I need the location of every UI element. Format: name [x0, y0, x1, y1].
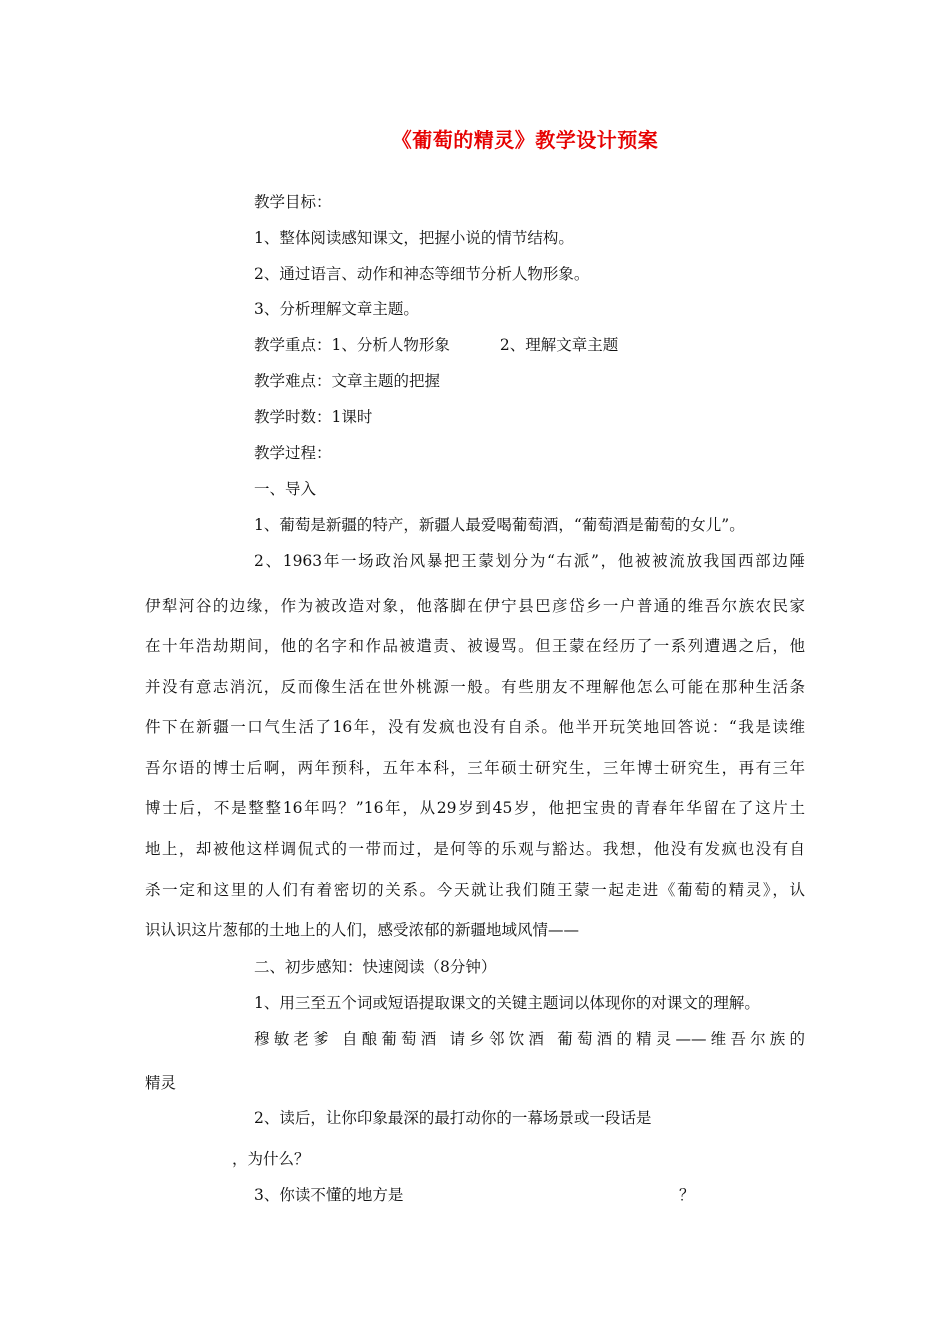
objective-item: 3、分析理解文章主题。 [254, 300, 419, 318]
question-3-end: ？ [679, 1186, 695, 1204]
keywords-line [254, 1029, 805, 1049]
document-title: 《葡萄的精灵》教学设计预案 [391, 128, 659, 152]
teaching-hours: 教学时数：1课时 [254, 408, 373, 426]
question-1: 1、用三至五个词或短语提取课文的关键主题词以体现你的对课文的理解。 [254, 994, 760, 1012]
question-2-tail: ，为什么？ [232, 1150, 310, 1168]
paragraph-line: 伊犁河谷的边缘，作为被改造对象，他落脚在伊宁县巴彦岱乡一户普通的维吾尔族农民家 [145, 597, 805, 615]
paragraph-line: 2、1963年一场政治风暴把王蒙划分为“右派”，他被被流放我国西部边陲 [254, 552, 805, 570]
paragraph-line: 杀一定和这里的人们有着密切的关系。今天就让我们随王蒙一起走进《葡萄的精灵》，认 [145, 881, 805, 899]
key-points [254, 335, 618, 355]
question-2: 2、读后，让你印象最深的最打动你的一幕场景或一段话是 [254, 1109, 652, 1127]
paragraph-line: 博士后，不是整整16年吗？”16年，从29岁到45岁，他把宝贵的青春年华留在了这片土 [145, 799, 805, 817]
keyword: 穆敏老爹 [254, 1030, 333, 1048]
objectives-heading: 教学目标： [254, 193, 332, 211]
paragraph-line: 地上，却被他这样调侃式的一带而过，是何等的乐观与豁达。我想，他没有发疯也没有自 [145, 840, 805, 858]
paragraph-line: 吾尔语的博士后啊，两年预科，五年本科，三年硕士研究生，三年博士研究生，再有三年 [145, 759, 805, 777]
keywords-tail: 精灵 [145, 1074, 177, 1092]
paragraph-line: 件下在新疆一口气生活了16年，没有发疯也没有自杀。他半开玩笑地回答说：“我是读维 [145, 718, 805, 736]
key-point-2: 2、理解文章主题 [499, 336, 619, 354]
paragraph-line: 在十年浩劫期间，他的名字和作品被遣责、被谩骂。但王蒙在经历了一系列遭遇之后，他 [145, 637, 805, 655]
objective-item: 1、整体阅读感知课文，把握小说的情节结构。 [254, 229, 574, 247]
process-heading: 教学过程： [254, 444, 332, 462]
paragraph-line: 识认识这片葱郁的土地上的人们，感受浓郁的新疆地域风情—— [145, 921, 580, 939]
keyword: 葡萄酒的精灵——维吾尔族的 [557, 1030, 805, 1048]
paragraph-line: 并没有意志消沉，反而像生活在世外桃源一般。有些朋友不理解他怎么可能在那种生活条 [145, 678, 805, 696]
keyword: 请乡邻饮酒 [449, 1030, 549, 1048]
objective-item: 2、通过语言、动作和神态等细节分析人物形象。 [254, 265, 590, 283]
difficulty: 教学难点：文章主题的把握 [254, 372, 441, 390]
section-heading: 一、导入 [254, 480, 317, 498]
key-point-1: 教学重点：1、分析人物形象 [254, 336, 450, 354]
section-heading: 二、初步感知：快速阅读（8分钟） [254, 958, 497, 976]
question-3: 3、你读不懂的地方是 [254, 1186, 404, 1204]
paragraph-line: 1、葡萄是新疆的特产，新疆人最爱喝葡萄酒，“葡萄酒是葡萄的女儿”。 [254, 516, 745, 534]
keyword: 自酿葡萄酒 [341, 1030, 441, 1048]
